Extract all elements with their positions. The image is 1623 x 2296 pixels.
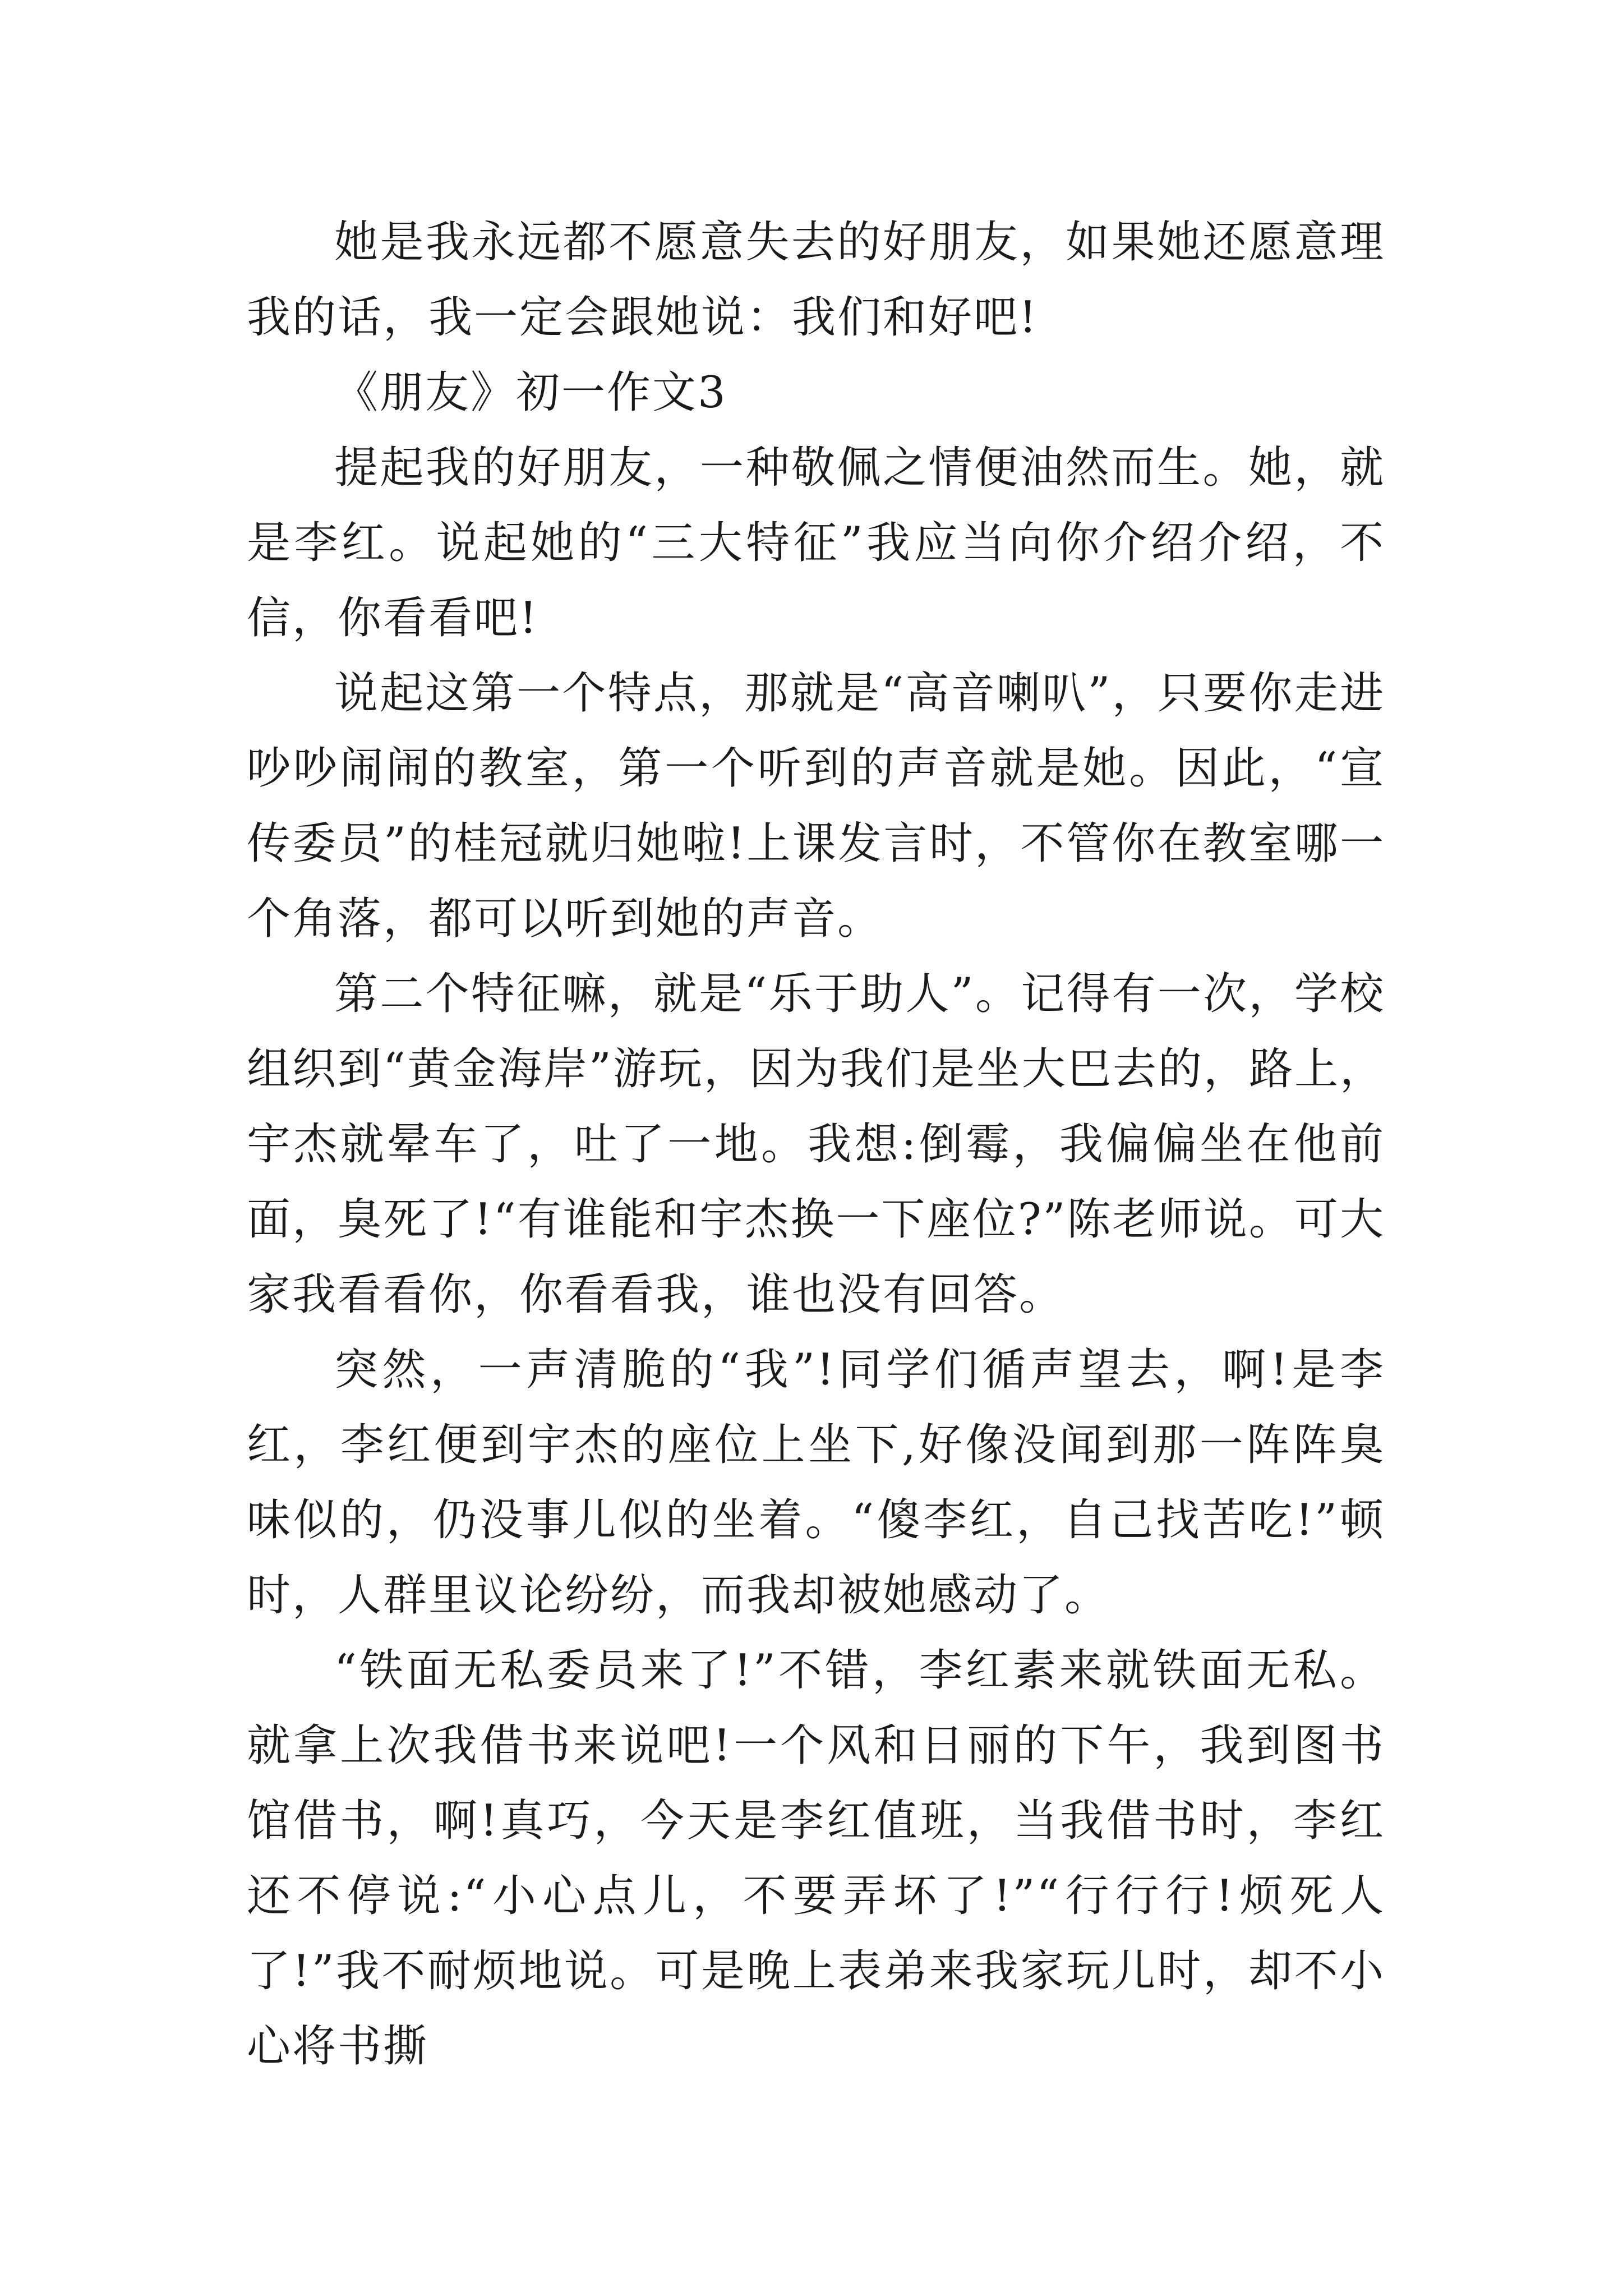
essay-heading: 《朋友》初一作文3 <box>334 367 727 418</box>
paragraph-2: 提起我的好朋友，一种敬佩之情便油然而生。她，就是李红。说起她的“三大特征”我应当向你介绍介绍，不信，你看看吧! <box>247 443 1385 643</box>
paragraph-1: 她是我永远都不愿意失去的好朋友，如果她还愿意理我的话，我一定会跟她说：我们和好吧! <box>247 217 1385 343</box>
paragraph-6: “铁面无私委员来了!”不错，李红素来就铁面无私。就拿上次我借书来说吧!一个风和日丽的下午，我到图书馆借书，啊!真巧，今天是李红值班，当我借书时，李红还不停说:“小心点儿，不要弄坏了!”“行行行!烦死人了!”我不耐烦地说。可是晚上表弟来我家玩儿时，却不小心将书撕 <box>247 1645 1385 2072</box>
document-body <box>247 205 1385 2084</box>
paragraph-5: 突然，一声清脆的“我”!同学们循声望去，啊!是李红，李红便到宇杰的座位上坐下,好像没闻到那一阵阵臭味似的，仍没事儿似的坐着。“傻李红，自己找苦吃!”顿时，人群里议论纷纷，而我却被她感动了。 <box>247 1345 1385 1621</box>
paragraph-3: 说起这第一个特点，那就是“高音喇叭”，只要你走进吵吵闹闹的教室，第一个听到的声音就是她。因此，“宣传委员”的桂冠就归她啦!上课发言时，不管你在教室哪一个角落，都可以听到她的声音。 <box>247 668 1385 944</box>
paragraph-4: 第二个特征嘛，就是“乐于助人”。记得有一次，学校组织到“黄金海岸”游玩，因为我们是坐大巴去的，路上，宇杰就晕车了，吐了一地。我想:倒霉，我偏偏坐在他前面，臭死了!“有谁能和宇杰换一下座位?”陈老师说。可大家我看看你，你看看我，谁也没有回答。 <box>247 969 1385 1320</box>
